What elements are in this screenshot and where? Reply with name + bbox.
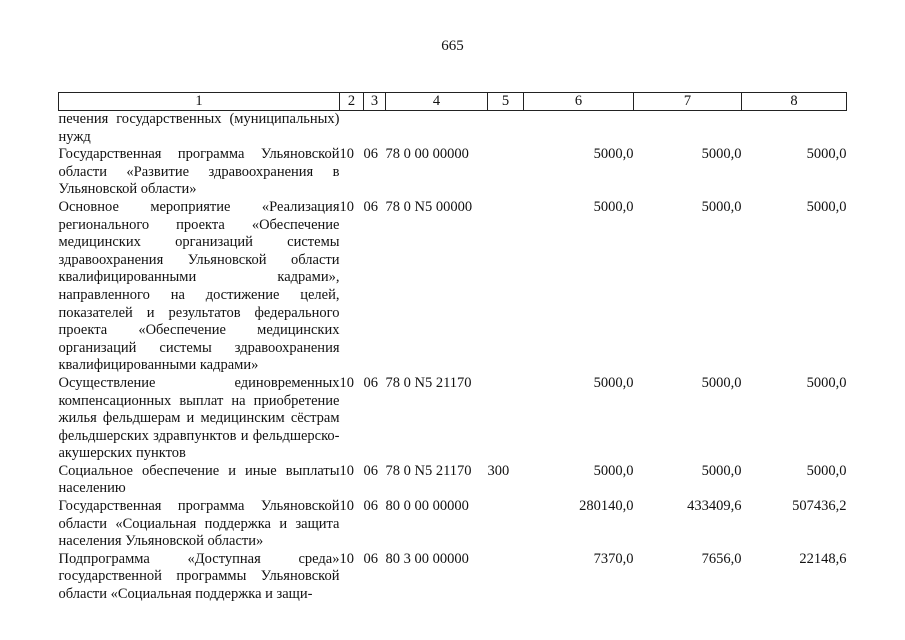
target-article-code: 78 0 00 00000 bbox=[385, 146, 469, 163]
header-cell-2: 2 bbox=[340, 93, 364, 111]
target-article-code: 78 0 N5 00000 bbox=[385, 198, 473, 215]
table-row bbox=[59, 111, 847, 147]
amount-col-6: 5000,0 bbox=[593, 146, 634, 163]
target-article-code: 78 0 N5 21170 bbox=[385, 462, 472, 479]
table-row bbox=[59, 199, 847, 375]
expense-type-code bbox=[488, 146, 524, 199]
table-row bbox=[59, 498, 847, 551]
expense-type-code bbox=[488, 111, 524, 147]
amount-col-7: 5000,0 bbox=[701, 146, 742, 163]
budget-table bbox=[58, 92, 847, 604]
subsection-code: 06 bbox=[363, 550, 378, 567]
subsection-code: 06 bbox=[363, 462, 378, 479]
amount-col-7 bbox=[634, 111, 742, 147]
amount-col-6 bbox=[524, 111, 634, 147]
table-row bbox=[59, 551, 847, 604]
amount-col-8 bbox=[742, 111, 847, 147]
expense-type-code bbox=[488, 375, 524, 463]
amount-col-8: 5000,0 bbox=[806, 198, 847, 215]
amount-col-8: 5000,0 bbox=[806, 146, 847, 163]
amount-col-6: 5000,0 bbox=[593, 462, 634, 479]
amount-col-7: 7656,0 bbox=[701, 550, 742, 567]
section-code: 10 bbox=[339, 374, 354, 391]
amount-col-8: 507436,2 bbox=[792, 498, 847, 515]
header-cell-8: 8 bbox=[742, 93, 847, 111]
header-cell-6: 6 bbox=[524, 93, 634, 111]
row-name: печения государственных (муниципальных) нужд bbox=[58, 111, 340, 145]
amount-col-6: 5000,0 bbox=[593, 374, 634, 391]
row-name: Основное мероприятие «Реализация регионального проекта «Обеспечение медицинских организаций системы здравоохранения Ульяновской области квалифицированными кадрами», направленного на достижение целей, показателей и результатов федерального проекта «Обеспечение медицинских организаций системы здравоохранения квалифицированными кадрами» bbox=[58, 198, 340, 374]
row-name: Государственная программа Ульяновской области «Социальная поддержка и защита населения Ульяновской области» bbox=[58, 498, 340, 550]
amount-col-8: 5000,0 bbox=[806, 462, 847, 479]
subsection-code: 06 bbox=[363, 374, 378, 391]
amount-col-6: 7370,0 bbox=[593, 550, 634, 567]
header-cell-5: 5 bbox=[488, 93, 524, 111]
target-article-code: 80 3 00 00000 bbox=[385, 550, 469, 567]
amount-col-7: 433409,6 bbox=[687, 498, 742, 515]
subsection-code bbox=[364, 111, 386, 147]
row-name: Социальное обеспечение и иные выплаты населению bbox=[58, 462, 340, 497]
section-code: 10 bbox=[339, 198, 354, 215]
subsection-code: 06 bbox=[363, 498, 378, 515]
row-name: Подпрограмма «Доступная среда» государственной программы Ульяновской области «Социальная поддержка и защи- bbox=[58, 550, 340, 603]
expense-type-code bbox=[488, 551, 524, 604]
header-cell-7: 7 bbox=[634, 93, 742, 111]
amount-col-6: 280140,0 bbox=[579, 498, 634, 515]
table-row bbox=[59, 375, 847, 463]
amount-col-7: 5000,0 bbox=[701, 374, 742, 391]
header-cell-4: 4 bbox=[386, 93, 488, 111]
page-number: 665 bbox=[441, 38, 464, 54]
expense-type-code: 300 bbox=[487, 462, 510, 479]
amount-col-7: 5000,0 bbox=[701, 198, 742, 215]
section-code: 10 bbox=[339, 146, 354, 163]
subsection-code: 06 bbox=[363, 198, 378, 215]
target-article-code bbox=[386, 111, 488, 147]
header-cell-1: 1 bbox=[59, 93, 340, 111]
section-code bbox=[340, 111, 364, 147]
target-article-code: 78 0 N5 21170 bbox=[385, 374, 472, 391]
table-header bbox=[59, 93, 847, 111]
amount-col-8: 5000,0 bbox=[806, 374, 847, 391]
header-cell-3: 3 bbox=[364, 93, 386, 111]
table-body bbox=[59, 111, 847, 604]
expense-type-code bbox=[488, 498, 524, 551]
expense-type-code bbox=[488, 199, 524, 375]
section-code: 10 bbox=[339, 498, 354, 515]
section-code: 10 bbox=[339, 550, 354, 567]
header-row bbox=[59, 93, 847, 111]
subsection-code: 06 bbox=[363, 146, 378, 163]
row-name: Осуществление единовременных компенсационных выплат на приобретение жилья фельдшерам и медицинским сёстрам фельдшерских здравпунктов и фельдшерско-акушерских пунктов bbox=[58, 374, 340, 462]
target-article-code: 80 0 00 00000 bbox=[385, 498, 469, 515]
section-code: 10 bbox=[339, 462, 354, 479]
amount-col-6: 5000,0 bbox=[593, 198, 634, 215]
table-row bbox=[59, 463, 847, 498]
table-row bbox=[59, 146, 847, 199]
amount-col-8: 22148,6 bbox=[799, 550, 847, 567]
amount-col-7: 5000,0 bbox=[701, 462, 742, 479]
row-name: Государственная программа Ульяновской области «Развитие здравоохранения в Ульяновской области» bbox=[58, 146, 340, 198]
